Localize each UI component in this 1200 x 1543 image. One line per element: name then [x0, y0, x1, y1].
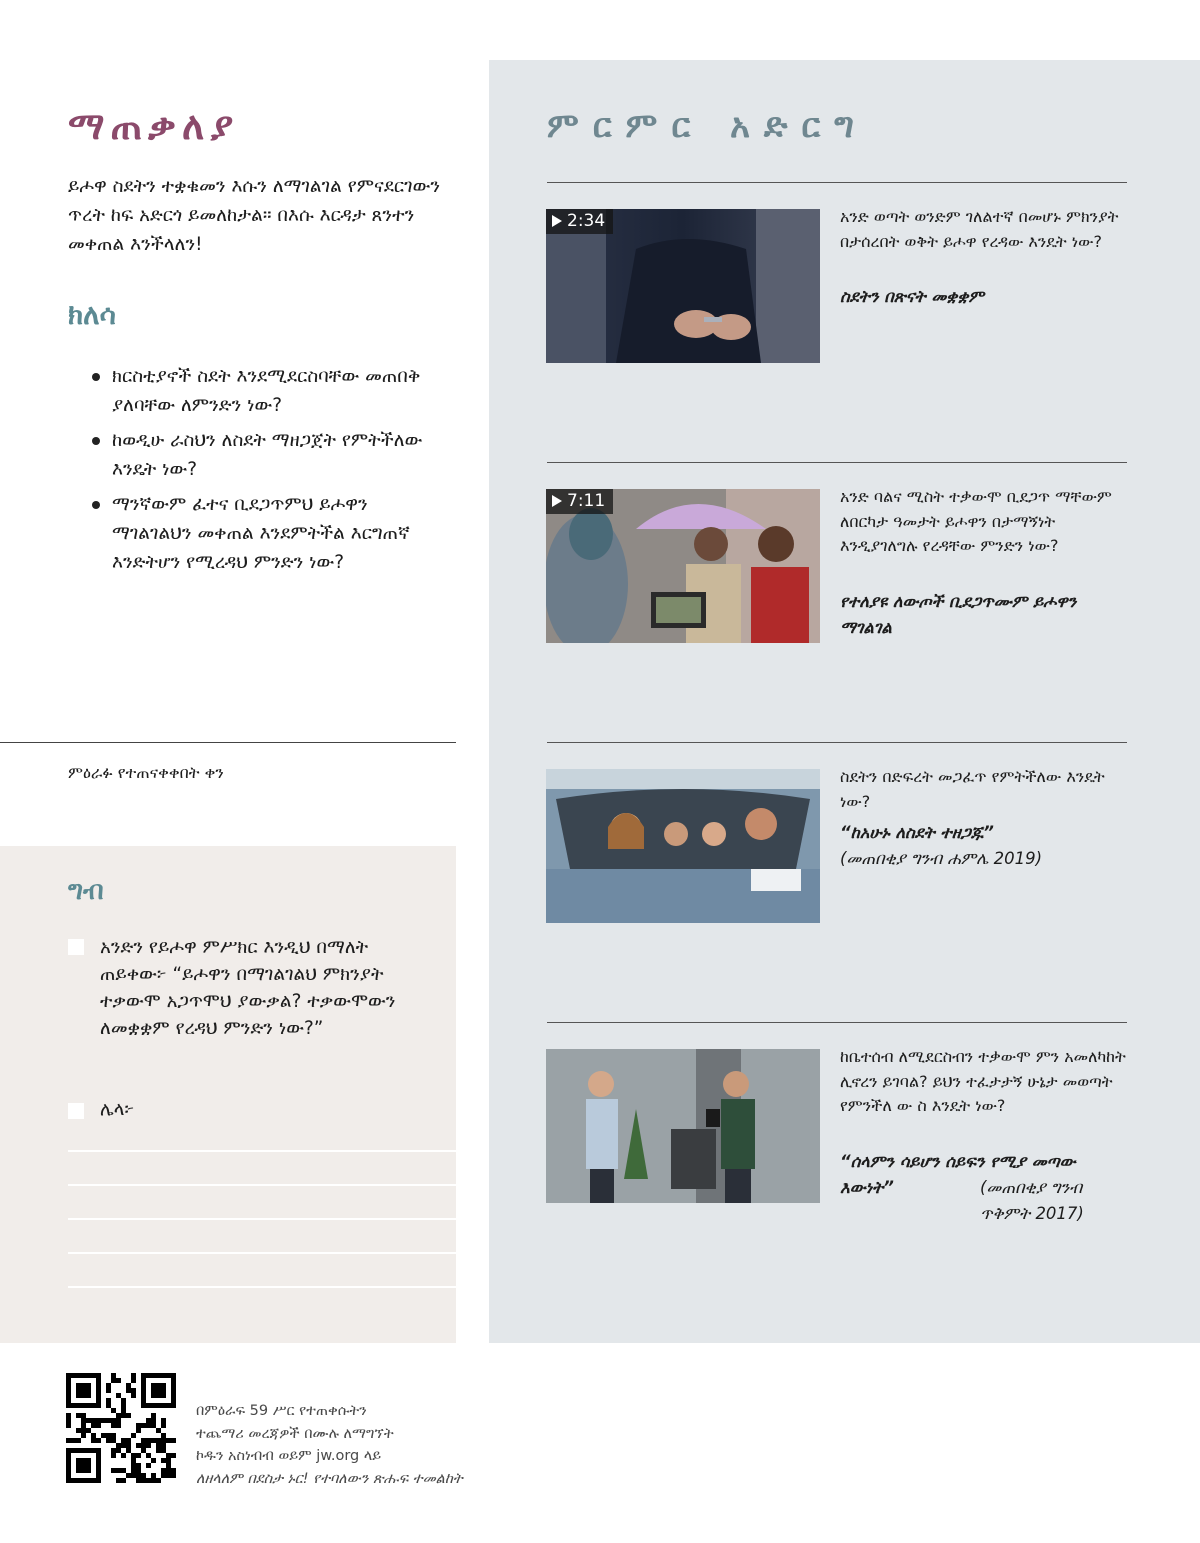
completion-date-label: ምዕራፉ የተጠናቀቀበት ቀን: [68, 763, 224, 782]
bullet-icon: [92, 437, 100, 445]
goal-box: [0, 846, 456, 1343]
write-line[interactable]: [68, 1184, 456, 1186]
article-source: (መጠበቂያ ግንብ ጥቅምት 2017): [980, 1178, 1084, 1223]
research-question: ከቤተሰብ ለሚደርስብን ተቃውሞ ምን አመለካከት ሊኖረን ይገባል? ይህን ተፈታታኝ ሁኔታ መወጣት የምንችለ ው ስ እንዴት ነው?: [840, 1047, 1126, 1115]
divider: [547, 462, 1127, 463]
article-source: (መጠበቂያ ግንብ ሐምሌ 2019): [840, 849, 1043, 868]
family-in-car-image: [546, 769, 820, 923]
research-link[interactable]: “ሰላምን ሳይሆን ሰይፍን የሚያ መጣው እውነት”: [840, 1152, 1076, 1197]
bullet-icon: [92, 501, 100, 509]
video-duration-badge: 2:34: [546, 209, 613, 234]
goal-checkbox-1[interactable]: [68, 939, 84, 955]
divider: [547, 182, 1127, 183]
summary-title: ማጠቃለያ: [68, 104, 240, 148]
divider: [0, 742, 456, 743]
review-list: [92, 362, 432, 583]
goal-title: ግብ: [68, 876, 104, 906]
video-duration-badge: 7:11: [546, 489, 613, 514]
research-question: አንድ ባልና ሚስት ተቃውሞ ቢደጋጥ ማቸውም ለበርካታ ዓመታት ይሖዋን በታማኝነት እንዲያገለግሉ የረዳቸው ምንድን ነው?: [840, 487, 1112, 555]
write-line[interactable]: [68, 1150, 456, 1152]
bullet-icon: [92, 373, 100, 381]
write-line[interactable]: [68, 1218, 456, 1220]
research-title: ምርምር አድርግ: [547, 106, 868, 146]
goal-option-text: አንድን የይሖዋ ምሥክር እንዲህ በማለት ጠይቀው፦ “ይሖዋን በማገልገልህ ምክንያት ተቃውሞ አጋጥሞህ ያውቃል? ተቃውሞውን ለመቋቋም የረዳህ ምንድን ነው?”: [100, 937, 396, 1039]
play-icon: [552, 215, 562, 227]
article-image[interactable]: [546, 1049, 820, 1203]
family-conflict-image: [546, 1049, 820, 1203]
play-icon: [552, 495, 562, 507]
goal-checkbox-2[interactable]: [68, 1103, 84, 1119]
footer-text: በምዕራፍ 59 ሥር የተጠቀሱትን ተጨማሪ መረጃዎች በሙሉ ለማግኘት ኮዱን አስነብብ ወይም jw.org ላይ ለዘላለም በደስታ ኑር! የተባለውን ጽሑፍ ተመልከት: [196, 1403, 463, 1487]
goal-other-label: ሌላ፦: [100, 1099, 135, 1120]
review-item: ክርስቲያኖች ስደት እንደሚደርስባቸው መጠበቅ ያለባቸው ለምንድን ነው?: [92, 362, 432, 420]
write-line[interactable]: [68, 1286, 456, 1288]
research-link[interactable]: ስደትን በጽናት መቋቋም: [840, 287, 984, 306]
review-item: ማንኛውም ፈተና ቢደጋጥምህ ይሖዋን ማገልገልህን መቀጠል እንደምትችል እርግጠኛ እንድትሆን የሚረዳህ ምንድን ነው?: [92, 490, 432, 577]
summary-text: ይሖዋ ስደትን ተቋቁመን እሱን ለማገልገል የምናደርገውን ጥረት ከፍ አድርጎ ይመለከታል። በእሱ እርዳታ ጸንተን መቀጠል እንችላለን!: [68, 176, 441, 255]
video-thumbnail[interactable]: [546, 489, 820, 643]
research-link[interactable]: “ከአሁኑ ለስደት ተዘጋጁ”: [840, 823, 994, 842]
write-line[interactable]: [68, 1252, 456, 1254]
video-thumbnail[interactable]: [546, 209, 820, 363]
divider: [547, 1022, 1127, 1023]
divider: [547, 742, 1127, 743]
research-question: አንድ ወጣት ወንድም ገለልተኛ በመሆኑ ምክንያት በታሰረበት ወቅት ይሖዋ የረዳው እንዴት ነው?: [840, 207, 1119, 251]
qr-code[interactable]: [66, 1373, 176, 1483]
article-image[interactable]: [546, 769, 820, 923]
review-title: ክለሳ: [68, 298, 116, 331]
research-link[interactable]: የተለያዩ ለውጦች ቢደጋጥሙም ይሖዋን ማገልገል: [840, 592, 1077, 637]
research-question: ስደትን በድፍረት መጋፈጥ የምትችለው እንዴት ነው?: [840, 767, 1105, 811]
review-item: ከወዲሁ ራስህን ለስደት ማዘጋጀት የምትችለው እንዴት ነው?: [92, 426, 432, 484]
